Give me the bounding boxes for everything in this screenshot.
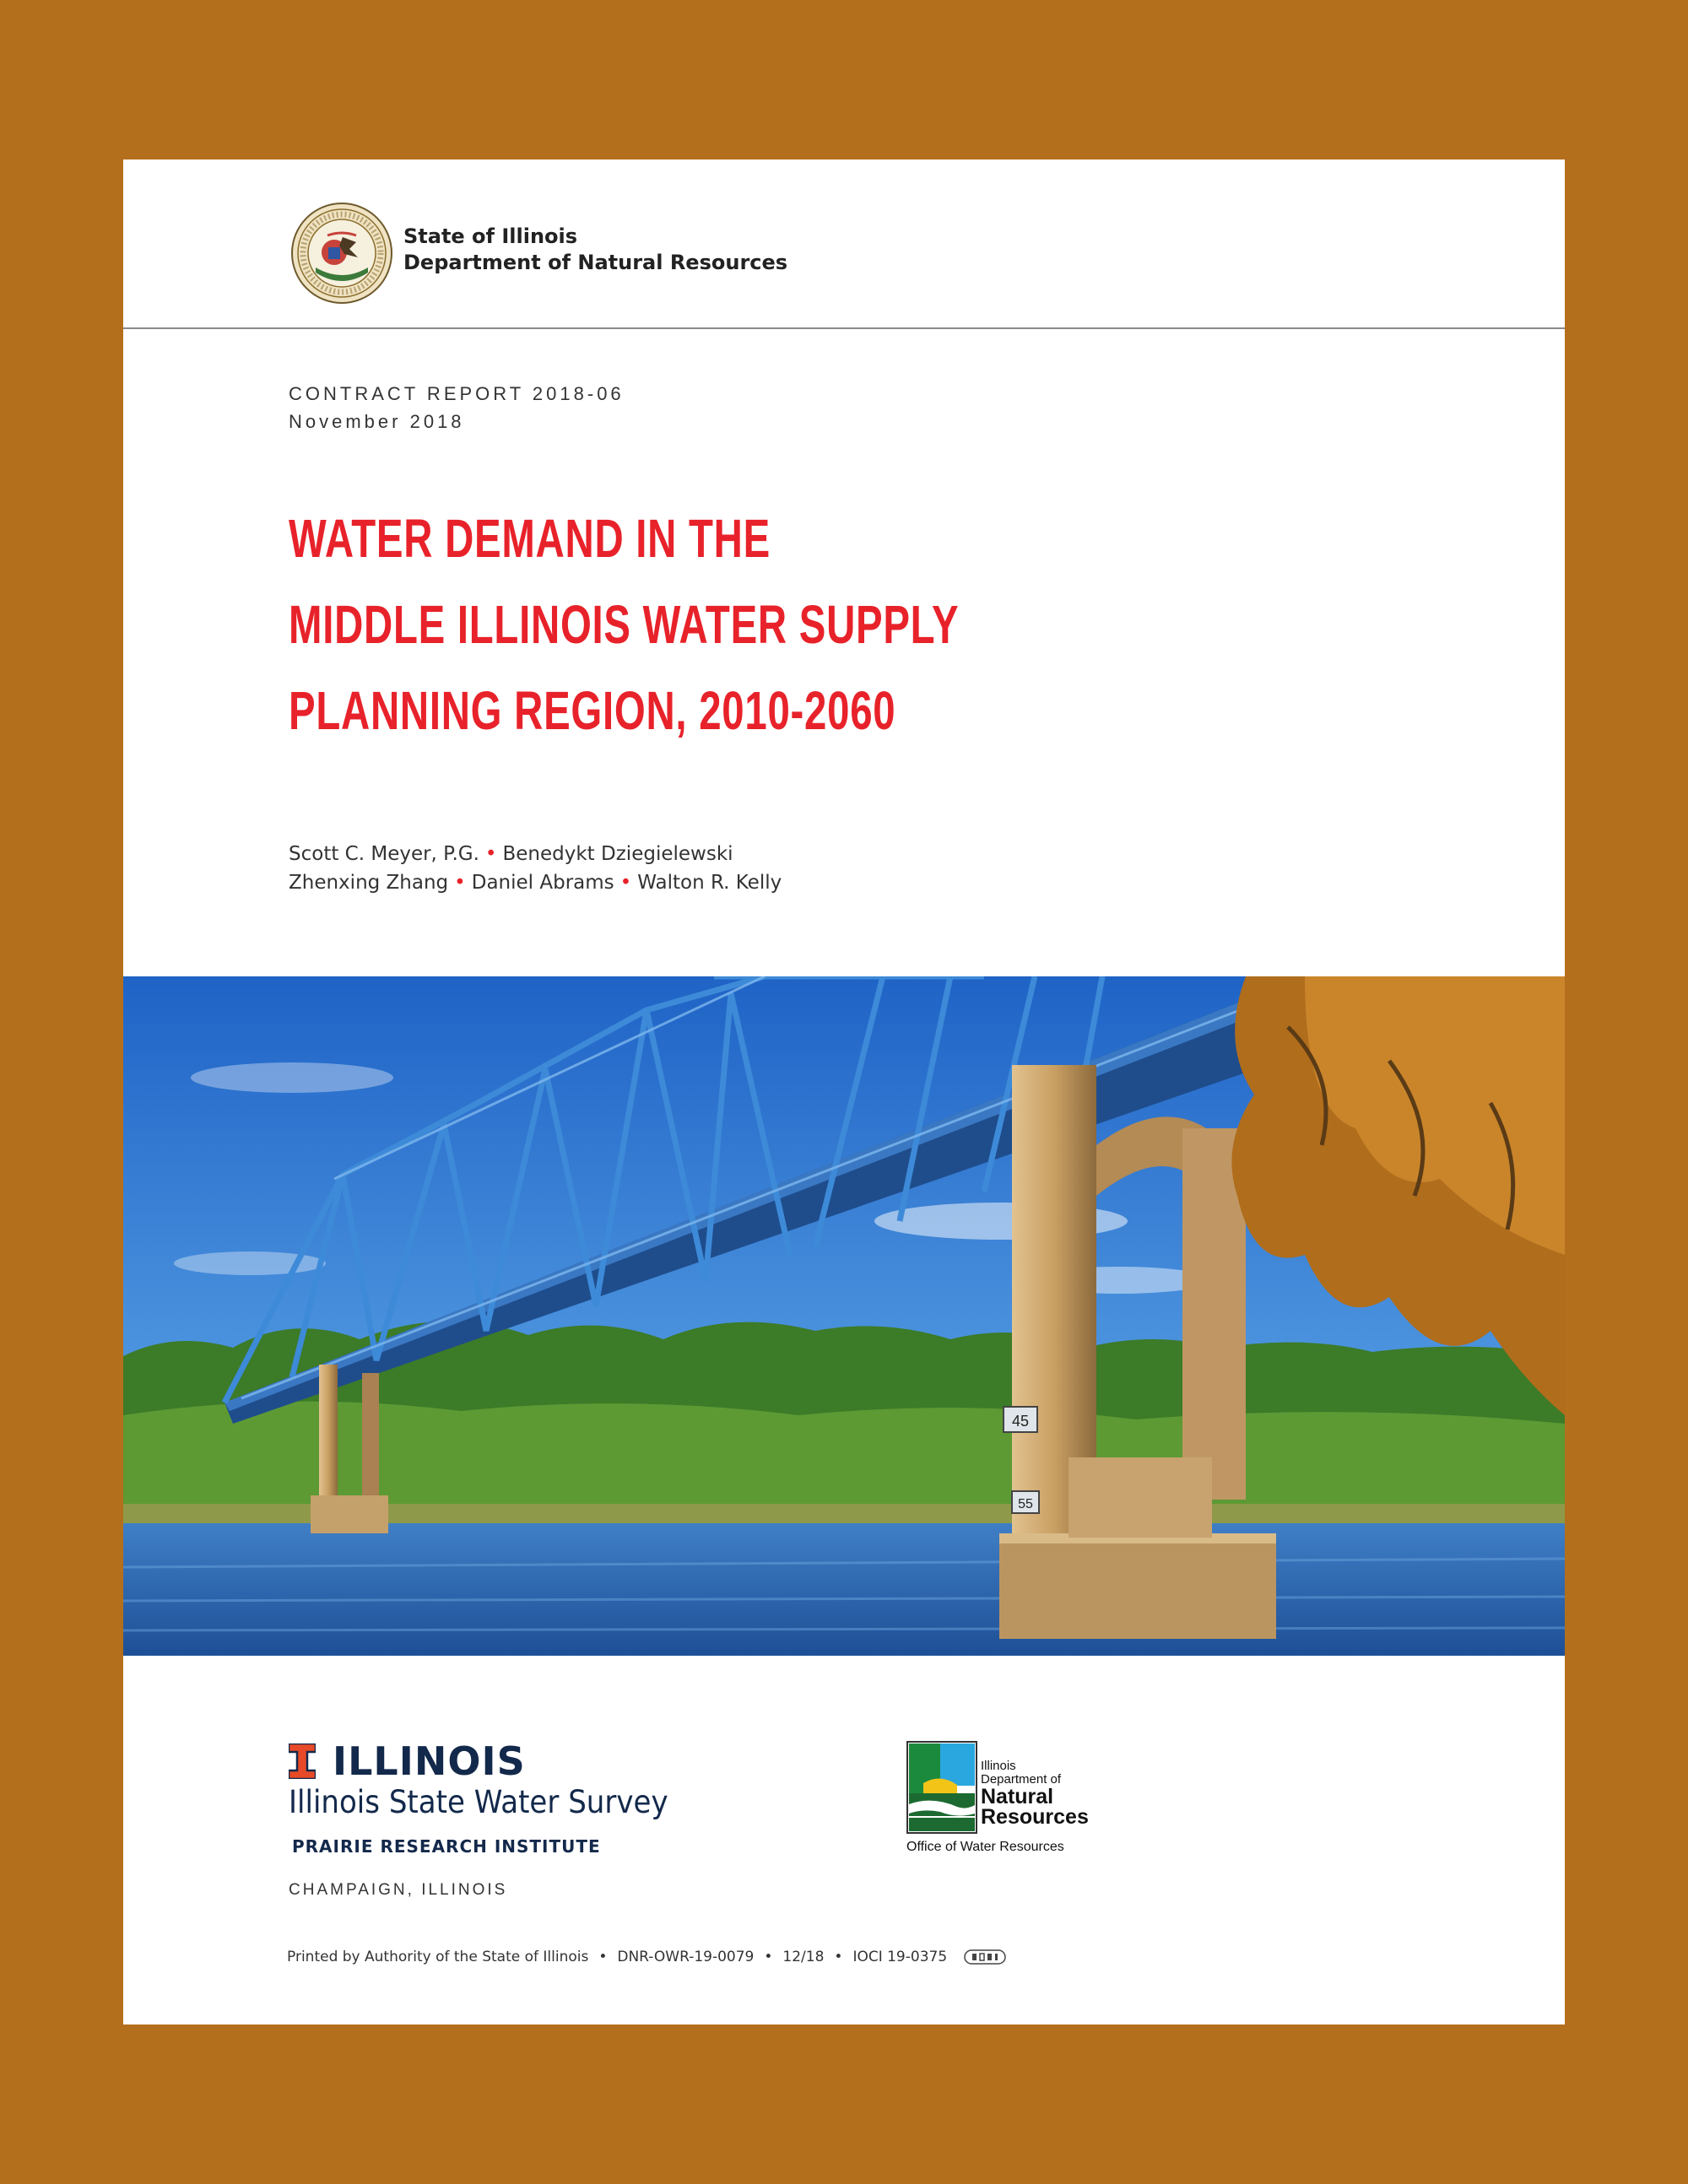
pier-sign-45: 45 — [1011, 1413, 1030, 1430]
author-list — [289, 840, 782, 897]
institute-name: PRAIRIE RESEARCH INSTITUTE — [292, 1836, 601, 1857]
author-separator: • — [619, 872, 632, 894]
idnr-line-3: Natural — [981, 1785, 1054, 1808]
author-separator: • — [454, 872, 466, 894]
cover-page — [123, 159, 1565, 2025]
authority-text: Printed by Authority of the State of Illinois — [287, 1949, 589, 1965]
agency-line-1: State of Illinois — [403, 224, 578, 248]
footer-separator: • — [834, 1949, 843, 1965]
footer-separator: • — [598, 1949, 608, 1965]
print-authority-footer — [287, 1949, 1006, 1965]
idnr-line-4: Resources — [981, 1805, 1089, 1829]
ioci-badge-icon — [964, 1949, 1006, 1965]
author-line-1 — [289, 840, 782, 868]
author-name: Zhenxing Zhang — [289, 872, 449, 894]
author-separator: • — [484, 843, 497, 865]
author-name: Scott C. Meyer, P.G. — [289, 843, 479, 865]
idnr-office: Office of Water Resources — [906, 1840, 1064, 1854]
author-line-2 — [289, 868, 782, 897]
illinois-wordmark-text: ILLINOIS — [333, 1738, 526, 1784]
survey-name: Illinois State Water Survey — [289, 1784, 668, 1820]
header-divider — [123, 327, 1565, 329]
author-name: Walton R. Kelly — [637, 872, 782, 894]
idnr-name — [981, 1760, 1089, 1827]
idnr-line-2: Department of — [981, 1772, 1062, 1787]
report-meta — [289, 380, 625, 435]
publisher-location: CHAMPAIGN, ILLINOIS — [289, 1881, 508, 1899]
block-i-icon — [289, 1743, 316, 1779]
state-seal-icon — [290, 202, 393, 305]
pier-sign-55: 55 — [1018, 1497, 1033, 1511]
cover-photo-bridge — [123, 976, 1565, 1656]
report-date: November 2018 — [289, 411, 465, 432]
agency-line-2: Department of Natural Resources — [403, 251, 788, 274]
report-title — [289, 495, 1217, 754]
idnr-logo-icon — [906, 1741, 977, 1834]
title-line-1: WATER DEMAND IN THE — [289, 508, 771, 569]
print-date: 12/18 — [782, 1949, 825, 1965]
agency-name — [403, 224, 787, 276]
author-name: Daniel Abrams — [471, 872, 614, 894]
title-line-3: PLANNING REGION, 2010-2060 — [289, 680, 896, 741]
report-number: CONTRACT REPORT 2018-06 — [289, 383, 625, 404]
dnr-code: DNR-OWR-19-0079 — [617, 1949, 755, 1965]
ioci-code: IOCI 19-0375 — [852, 1949, 948, 1965]
author-name: Benedykt Dziegielewski — [502, 843, 733, 865]
title-line-2: MIDDLE ILLINOIS WATER SUPPLY — [289, 594, 960, 655]
footer-separator: • — [764, 1949, 773, 1965]
idnr-line-1: Illinois — [981, 1759, 1016, 1773]
